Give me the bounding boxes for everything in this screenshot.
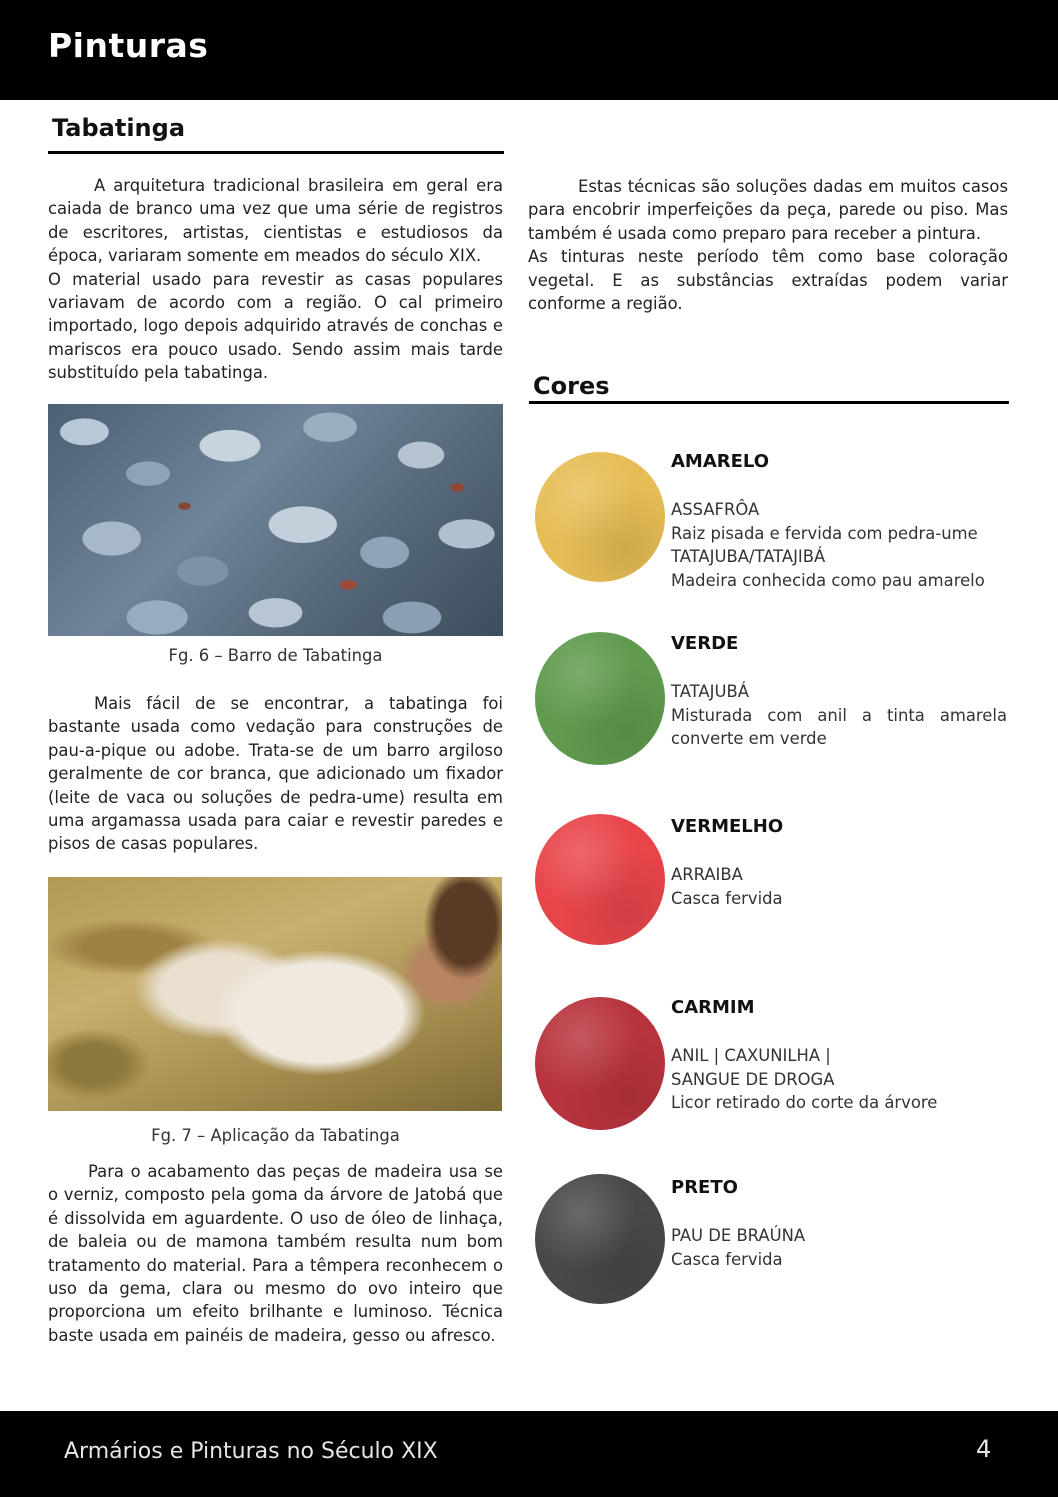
paragraph-text: A arquitetura tradicional brasileira em geral era caiada de branco uma vez que uma série de registros de escritores, artistas, cientistas e estudiosos da época, variaram somente em meados do século XIX. bbox=[48, 176, 503, 266]
paragraph-text: Para o acabamento das peças de madeira usa se o verniz, composto pela goma da árvore de Jatobá que é dissolvida em aguardente. O uso de óleo de linhaça, de baleia ou de mamona também resulta num bom tratamento do material. Para a têmpera reconhecem o uso da gema, clara ou mesmo do ovo inteiro que proporciona um efeito brilhante e luminoso. Técnica baste usada em painéis de madeira, gesso ou afresco. bbox=[48, 1162, 503, 1345]
paragraph-acabamento bbox=[48, 1160, 503, 1347]
color-description bbox=[671, 680, 1007, 751]
swatch-carmim bbox=[535, 997, 665, 1130]
color-line: Raiz pisada e fervida com pedra-ume bbox=[671, 523, 978, 543]
color-entry-vermelho bbox=[671, 815, 1007, 910]
color-line: Madeira conhecida como pau amarelo bbox=[671, 570, 985, 590]
color-name: VERMELHO bbox=[671, 816, 784, 837]
color-description bbox=[671, 498, 1007, 592]
page-number: 4 bbox=[976, 1435, 992, 1463]
paragraph-tecnicas bbox=[528, 175, 1008, 315]
color-line: SANGUE DE DROGA bbox=[671, 1069, 835, 1089]
color-line: ARRAIBA bbox=[671, 865, 743, 884]
photo-aplicacao-da-tabatinga bbox=[48, 877, 502, 1111]
photo-barro-de-tabatinga bbox=[48, 404, 503, 636]
page-title: Pinturas bbox=[48, 26, 209, 65]
color-entry-carmim bbox=[671, 996, 1007, 1115]
swatch-verde bbox=[535, 632, 665, 765]
color-description bbox=[671, 1044, 1007, 1115]
paragraph-text: O material usado para revestir as casas populares variavam de acordo com a região. O cal primeiro importado, logo depois adquirido através de conchas e mariscos era pouco usado. Sendo assim mais tarde substituído pela tabatinga. bbox=[48, 269, 503, 383]
swatch-preto bbox=[535, 1174, 665, 1304]
color-description bbox=[671, 863, 1007, 910]
color-name: CARMIM bbox=[671, 997, 755, 1018]
color-entry-preto bbox=[671, 1176, 1007, 1271]
color-name: VERDE bbox=[671, 633, 739, 654]
section-title-tabatinga: Tabatinga bbox=[52, 114, 186, 142]
color-entry-amarelo bbox=[671, 450, 1007, 592]
color-line: Misturada com anil a tinta amarela converte em verde bbox=[671, 705, 1007, 749]
color-line: ASSAFRÔA bbox=[671, 500, 760, 519]
paragraph-text: As tinturas neste período têm como base coloração vegetal. E as substâncias extraídas podem variar conforme a região. bbox=[528, 247, 1008, 314]
paragraph-tabatinga-uso bbox=[48, 692, 503, 856]
color-line: Licor retirado do corte da árvore bbox=[671, 1093, 938, 1113]
color-line: Casca fervida bbox=[671, 1249, 783, 1269]
paragraph-text: Mais fácil de se encontrar, a tabatinga foi bastante usada como vedação para construções de pau-a-pique ou adobe. Trata-se de um barro argiloso geralmente de cor branca, que adicionado um fixador (leite de vaca ou soluções de pedra-ume) resulta em uma argamassa usada para caiar e revestir paredes e pisos de casas populares. bbox=[48, 694, 503, 854]
swatch-vermelho bbox=[535, 814, 665, 945]
color-line: TATAJUBÁ bbox=[671, 682, 749, 701]
paragraph-text: Estas técnicas são soluções dadas em muitos casos para encobrir imperfeições da peça, parede ou piso. Mas também é usada como preparo para receber a pintura. bbox=[528, 177, 1008, 243]
figure-caption-6: Fg. 6 – Barro de Tabatinga bbox=[168, 646, 383, 665]
swatch-amarelo bbox=[535, 452, 665, 582]
color-name: PRETO bbox=[671, 1177, 738, 1198]
color-line: TATAJUBA/TATAJIBÁ bbox=[671, 547, 826, 567]
footer-title: Armários e Pinturas no Século XIX bbox=[64, 1439, 438, 1464]
color-line: ANIL | CAXUNILHA | bbox=[671, 1046, 831, 1065]
page-footer-bar bbox=[0, 1411, 1058, 1497]
color-name: AMARELO bbox=[671, 451, 770, 472]
figure-caption-7: Fg. 7 – Aplicação da Tabatinga bbox=[151, 1126, 400, 1145]
section-heading-tabatinga bbox=[48, 110, 504, 154]
section-title-cores: Cores bbox=[533, 372, 610, 400]
paragraph-tabatinga-intro bbox=[48, 174, 503, 385]
color-description bbox=[671, 1224, 1007, 1271]
color-line: Casca fervida bbox=[671, 888, 783, 908]
section-heading-cores bbox=[529, 368, 1009, 404]
color-line: PAU DE BRAÚNA bbox=[671, 1226, 806, 1245]
page-header-bar bbox=[0, 0, 1058, 100]
color-entry-verde bbox=[671, 632, 1007, 751]
